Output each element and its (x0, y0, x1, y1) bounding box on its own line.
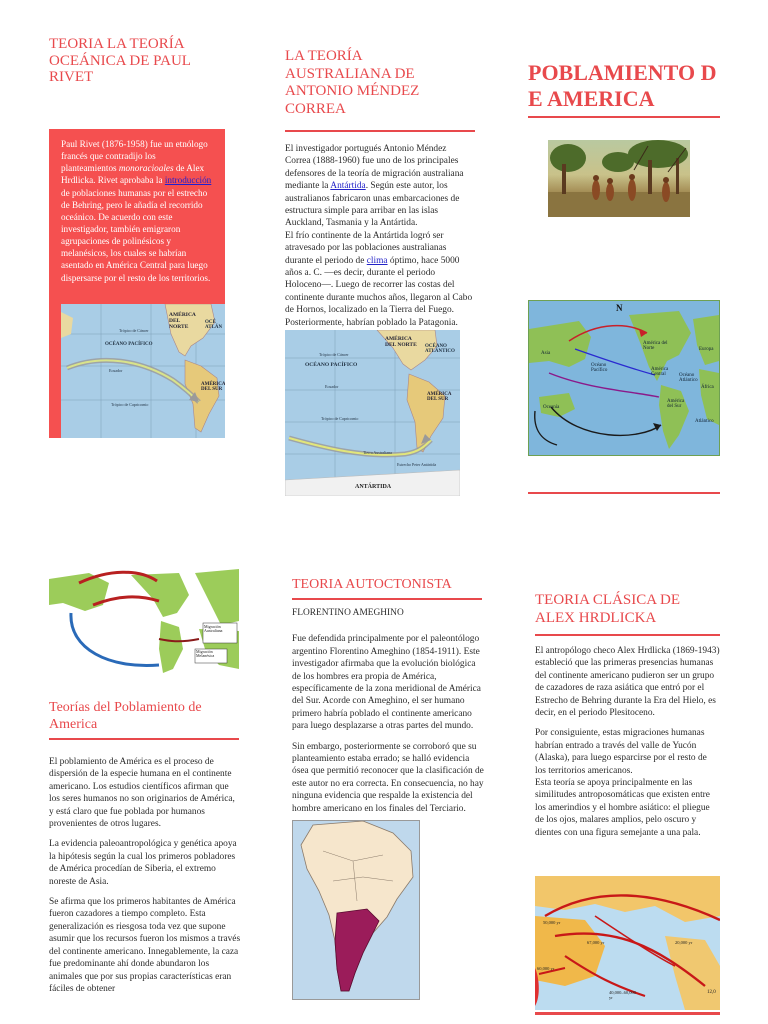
title-divider (285, 130, 475, 132)
world-migration-map (528, 300, 720, 456)
title-divider (535, 634, 720, 636)
classic-theory-text (535, 645, 720, 847)
map-label-ecuador: Ecuador (325, 384, 339, 389)
map-label-south-america: AMÉRICA DEL SUR (201, 382, 225, 392)
map-label-north-america: AMÉRICA DEL NORTE (385, 336, 417, 348)
australian-paragraph-2: El frío continente de la Antártida logró ser atravesado por las poblaciones australianas durante el periodo de clima óptimo, hace 5000 años a. C. —es decir, durante el periodo Holoceno—. Luego de recorrer las costas del continente durante muchos años, llegaron al Cabo de Hornos, localizado en la Tierra del Fuego. Posteriormente, habrían poblado la Patagonia. (285, 230, 473, 328)
theories-paragraph-3: Se afirma que los primeros habitantes de América fueron cazadores a tiempo completo. Esta generalización es riesgosa toda vez que supone asumir que los recursos fueron los mismos a través del continente americano. Innegablemente, la caza fue predominante ahí donde abundaron los animales que por sus propias características eran fáciles de obtener (49, 897, 241, 994)
map-label-cancer: Trópico de Cáncer (119, 328, 149, 333)
clima-link[interactable]: clima (366, 255, 388, 266)
title-theories: Teorías del Poblamiento de America (49, 700, 202, 732)
autoctonista-paragraph-1: Fue defendida principalmente por el paleontólogo argentino Florentino Ameghino (1854-1911). Este investigador afirmaba que la evolución biológica de los hombres era propia de América, específicamente de la zona meridional de América del Sur. Acorde con Ameghino, el ser humano primero habría poblado el continente americano para luego desplazarse a otras partes del mundo. (292, 634, 481, 732)
rivet-paragraph: Paul Rivet (1876-1958) fue un etnólogo francés que contradijo los planteamientos monoracioales de Alex Hrdlicka. Rivet aprobaba la introducción de poblaciones humanas por el estrecho de Behring, pero le añadía el recorrido oceánico. De acuerdo con este investigador, también emigraron agrupaciones de polinésicos y melanésicos, los cuales se habrían asentado en América Central para luego dispersarse por el resto de los territorios. (61, 139, 212, 283)
map-label-ecuador: Ecuador (109, 368, 123, 373)
title-classic-theory: TEORIA CLÁSICA DE ALEX HRDLICKA (535, 592, 681, 627)
map-label-tasman: Tierra Australiana (363, 450, 392, 455)
map-label-south-america: AMÉRICA DEL SUR (427, 392, 452, 402)
migration-routes-map (49, 569, 239, 679)
map-label-67000: 67,000 yr (587, 940, 605, 945)
autoctonista-text (292, 607, 484, 823)
antartida-link[interactable]: Antártida (330, 181, 366, 192)
map-label-atlantic: OCÉ ATLÁN (205, 320, 223, 330)
map-label-pacific: Océano Pacífico (591, 363, 608, 373)
map-label-south-america: América del Sur (667, 399, 685, 409)
south-america-map (292, 820, 420, 1000)
map-label-50000: 50,000 yr (543, 920, 561, 925)
map-label-atlantic: Atlántico (695, 419, 714, 424)
autoctonista-subtitle: FLORENTINO AMEGHINO (292, 608, 404, 618)
map-label-cancer: Trópico de Cáncer (319, 352, 349, 357)
australian-route-map (285, 330, 460, 496)
legend-australian-migration: Migración Australiana (204, 624, 223, 634)
title-oceanic-theory: TEORIA LA TEORÍA OCEÁNICA DE PAUL RIVET (49, 36, 191, 85)
page-title: POBLAMIENTO DE AMERICA (528, 60, 717, 111)
theories-text (49, 756, 241, 1024)
map-label-pacific: OCÉANO PACÍFICO (305, 362, 358, 368)
theories-paragraph-2: La evidencia paleoantropológica y genética apoya la hipótesis según la cual los primeros pobladores de América procedían de Siberia, el extremo noreste de Asia. (49, 839, 237, 887)
title-autoctonista: TEORIA AUTOCTONISTA (292, 577, 452, 592)
oceanic-route-map (61, 304, 225, 438)
map-label-europe: Europa (699, 347, 714, 352)
autoctonista-paragraph-2: Sin embargo, posteriormente se corroboró que su planteamiento estaba errado; se halló evidencia ósea que permitió reconocer que la clasificación de este autor no era correcta. En consecuencia, no hay ninguna evidencia que respalde la existencia del hombre americano en los finales del Terciario. (292, 741, 484, 814)
bottom-divider (535, 1012, 720, 1015)
classic-paragraph-1: El antropólogo checo Alex Hrdlicka (1869-1943) estableció que las primeras presencias humanas del continente americano pudieron ser un grupo de cazadores de raza asiática que entró por el Estrecho de Behring durante la Era del Hielo, es decir, en el periodo Plesitoceno. (535, 646, 720, 719)
compass-north-icon: N (616, 303, 623, 313)
map-label-antarctica: ANTÁRTIDA (355, 484, 392, 490)
title-divider (528, 116, 720, 118)
map-label-pacific: OCÉANO PACÍFICO (105, 342, 153, 347)
map-label-atlantic-ocean: Océano Atlántico (679, 373, 698, 383)
map-label-atlantic: OCÉANO ATLÁNTICO (425, 344, 455, 354)
map-label-capricorn: Trópico de Capricornio (111, 402, 149, 407)
australian-theory-text (285, 143, 473, 337)
theories-paragraph-1: El poblamiento de América es el proceso de dispersión de la especie humana en el continente americano. Los estudios científicos afirman que los seres humanos no son originarios de América, y está claro que fue poblada por humanos provenientes de otros lugares. (49, 757, 235, 830)
classic-paragraph-3: Esta teoría se apoya principalmente en las similitudes antroposomáticas que existen entre los amerindios y el hombre asiático: el pliegue de los ojos, malares amplios, pelo oscuro y dientes con una figura semejante a una pala. (535, 778, 710, 838)
legend-melanesian-migration: Migración Melanésica (196, 649, 215, 659)
title-australian-theory: LA TEORÍA AUSTRALIANA DE ANTONIO MÉNDEZ CORREA (285, 48, 420, 118)
map-label-drake: Estrecho Peter Antártida (397, 462, 437, 467)
map-label-20000: 20,000 yr (675, 940, 693, 945)
map-label-60000: 60,000 yr (537, 966, 555, 971)
australian-paragraph-1: El investigador portugués Antonio Méndez Correa (1888-1960) fue uno de los principales defensores de la teoría de migración australiana mediante la Antártida. Según este autor, los australianos fabricaron unas embarcaciones de estructura simple para arribar en las islas Auckland, Tasmania y la Antártida. (285, 144, 464, 229)
map-label-north-america: América del Norte (643, 341, 668, 351)
map-label-40000-60000: 40,000–60,000 yr (609, 990, 636, 1000)
title-divider (292, 598, 482, 600)
map-label-capricorn: Trópico de Capricornio (321, 416, 359, 421)
introduccion-link[interactable]: introducción (164, 175, 212, 186)
bering-migration-map (535, 876, 720, 1010)
map-label-asia: Asia (541, 351, 551, 356)
title-divider (49, 738, 239, 740)
map-label-central-america: América Central (651, 367, 669, 377)
section-divider (528, 492, 720, 494)
rivet-text-box (49, 129, 225, 438)
map-label-africa: África (701, 385, 714, 390)
hunters-scene-image (548, 140, 690, 217)
map-label-north-america: AMÉRICA DEL NORTE (169, 312, 196, 330)
map-label-oceania: Oceanía (543, 405, 560, 410)
classic-paragraph-2: Por consiguiente, estas migraciones humanas habrían entrado a través del valle de Yucón (Alaska), para luego esparcirse por el resto de los territorios americanos. (535, 728, 707, 776)
map-label-12000: 12,0 (707, 990, 716, 995)
